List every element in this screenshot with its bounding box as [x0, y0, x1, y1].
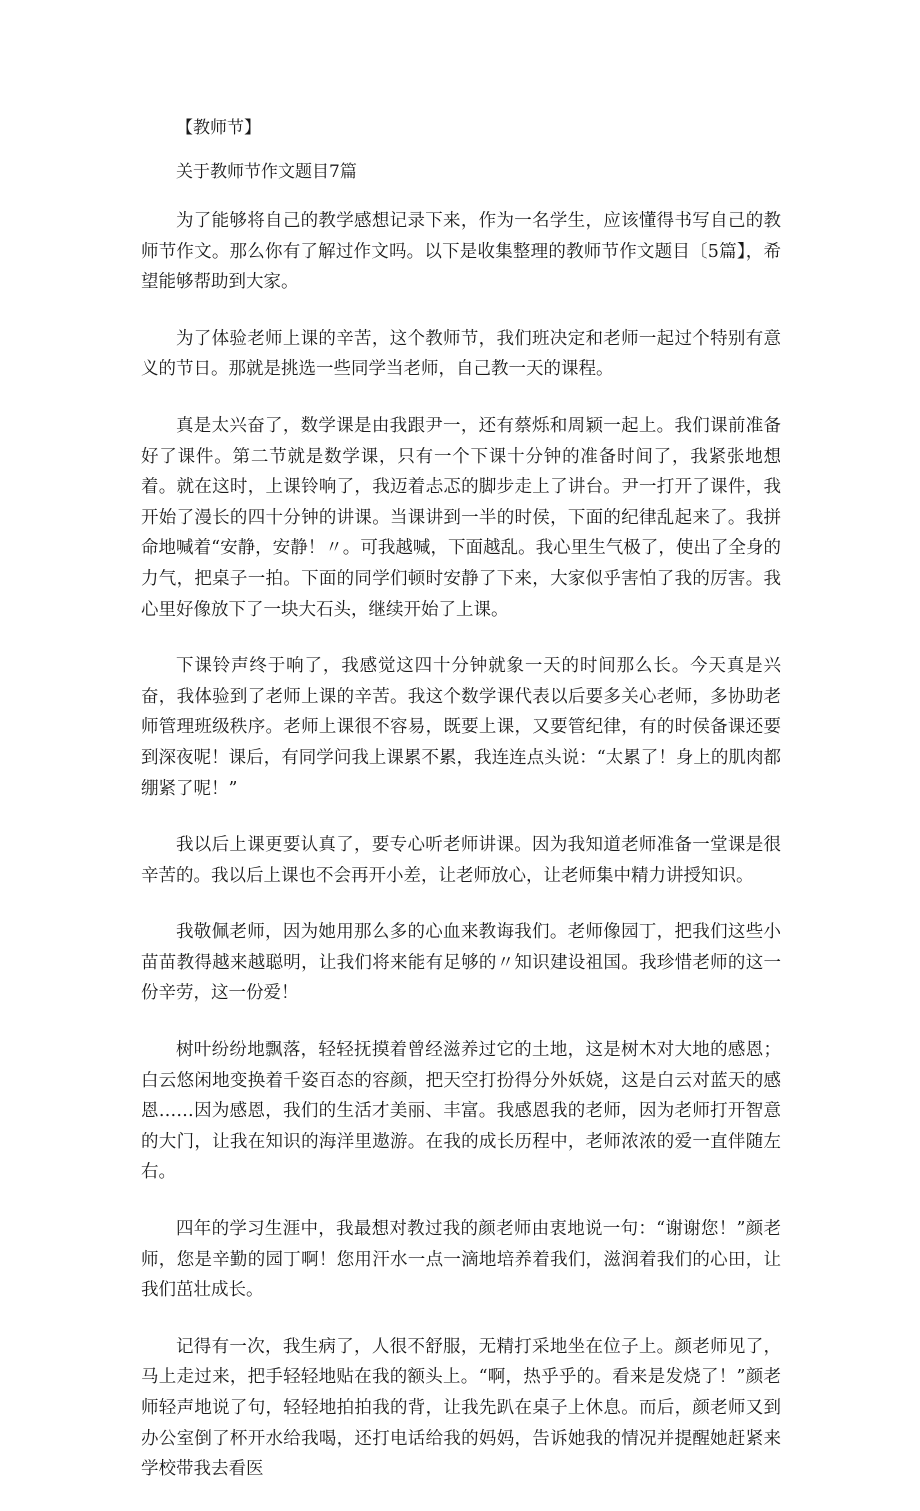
paragraph-4: 下课铃声终于响了，我感觉这四十分钟就象一天的时间那么长。今天真是兴奋，我体验到了老师上课的辛苦。我这个数学课代表以后要多关心老师，多协助老师管理班级秩序。老师上课很不容易，既要上课，又要管纪律，有的时侯备课还要到深夜呢！课后，有同学问我上课累不累，我连连点头说：“太累了！身上的肌肉都绷紧了呢！” — [141, 656, 781, 799]
paragraph-9: 记得有一次，我生病了，人很不舒服，无精打采地坐在位子上。颜老师见了，马上走过来，把手轻轻地贴在我的额头上。“啊，热乎乎的。看来是发烧了！”颜老师轻声地说了句，轻轻地拍拍我的背，让我先趴在桌子上休息。而后，颜老师又到办公室倒了杯开水给我喝，还打电话给我的妈妈，告诉她我的情况并提醒她赶紧来学校带我去看医 — [141, 1336, 781, 1480]
document-body — [141, 206, 781, 1511]
section-tag: 【教师节】 — [176, 118, 261, 138]
paragraph-2: 为了体验老师上课的辛苦，这个教师节，我们班决定和老师一起过个特别有意义的节日。那就是挑选一些同学当老师，自己教一天的课程。 — [141, 328, 781, 380]
document-title: 关于教师节作文题目7篇 — [176, 162, 357, 182]
paragraph-3: 真是太兴奋了，数学课是由我跟尹一，还有蔡烁和周颖一起上。我们课前准备好了课件。第二节就是数学课，只有一个下课十分钟的准备时间了，我紧张地想着。就在这时，上课铃响了，我迈着忐忑的脚步走上了讲台。尹一打开了课件，我开始了漫长的四十分钟的讲课。当课讲到一半的时侯，下面的纪律乱起来了。我拼命地喊着“安静，安静！〃。可我越喊，下面越乱。我心里生气极了，使出了全身的力气，把桌子一拍。下面的同学们顿时安静了下来，大家似乎害怕了我的厉害。我心里好像放下了一块大石头，继续开始了上课。 — [141, 415, 781, 620]
paragraph-1: 为了能够将自己的教学感想记录下来，作为一名学生，应该懂得书写自己的教师节作文。那么你有了解过作文吗。以下是收集整理的教师节作文题目〔5篇】，希望能够帮助到大家。 — [141, 211, 781, 293]
paragraph-6: 我敬佩老师，因为她用那么多的心血来教诲我们。老师像园丁，把我们这些小苗苗教得越来越聪明，让我们将来能有足够的〃知识建设祖国。我珍惜老师的这一份辛劳，这一份爱！ — [141, 922, 781, 1004]
paragraph-7: 树叶纷纷地飘落，轻轻抚摸着曾经滋养过它的土地，这是树木对大地的感恩；白云悠闲地变换着千姿百态的容颜，把天空打扮得分外妖娆，这是白云对蓝天的感恩……因为感恩，我们的生活才美丽、丰富。我感恩我的老师，因为老师打开智意的大门，让我在知识的海洋里遨游。在我的成长历程中，老师浓浓的爱一直伴随左右。 — [141, 1040, 781, 1183]
paragraph-8: 四年的学习生涯中，我最想对教过我的颜老师由衷地说一句：“谢谢您！”颜老师，您是辛勤的园丁啊！您用汗水一点一滴地培养着我们，滋润着我们的心田，让我们茁壮成长。 — [141, 1219, 781, 1301]
paragraph-5: 我以后上课更要认真了，要专心听老师讲课。因为我知道老师准备一堂课是很辛苦的。我以后上课也不会再开小差，让老师放心，让老师集中精力讲授知识。 — [141, 835, 781, 886]
